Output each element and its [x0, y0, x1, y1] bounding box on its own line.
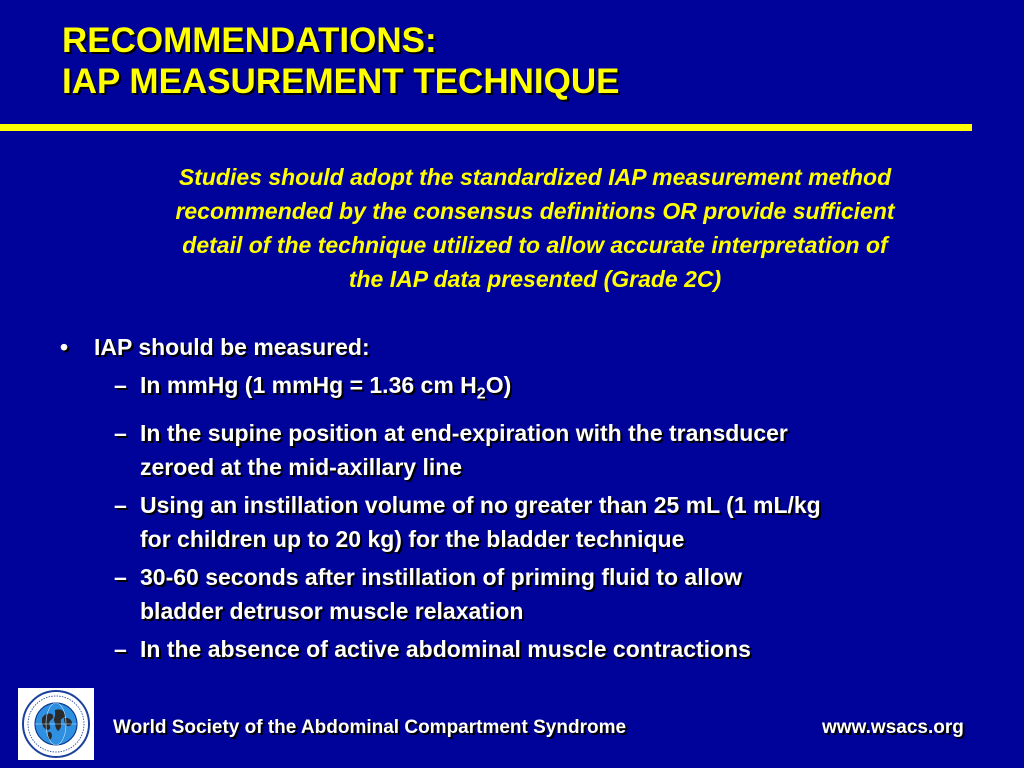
sub-item-line-1: Using an instillation volume of no greater than 25 mL (1 mL/kg: [140, 491, 821, 518]
footer-organization: World Society of the Abdominal Compartment Syndrome: [113, 717, 627, 738]
sub-item-contractions: [60, 632, 1000, 666]
bullet-list: [60, 330, 1000, 670]
recommendation-statement: [80, 160, 990, 296]
sub-item-volume: [60, 488, 1000, 556]
sub-marker: –: [114, 563, 127, 590]
sub-item-line-1: In the absence of active abdominal muscle contractions: [140, 635, 751, 662]
sub-item-units: [60, 368, 1000, 412]
sub-item-text: [140, 368, 1000, 412]
sub-item-line-1: 30-60 seconds after instillation of priming fluid to allow: [140, 563, 742, 590]
bullet-text: IAP should be measured:: [94, 334, 370, 360]
globe-seal-logo-icon: [18, 688, 94, 760]
footer-website-link[interactable]: www.wsacs.org: [822, 717, 964, 738]
sub-item-suffix: O): [485, 372, 512, 398]
recommendation-line-4: the IAP data presented (Grade 2C): [348, 266, 722, 292]
recommendation-line-2: recommended by the consensus definitions OR provide sufficient: [175, 198, 895, 224]
sub-item-line-2: zeroed at the mid-axillary line: [140, 453, 463, 480]
sub-item-position: [60, 416, 1000, 484]
subscript-two: 2: [476, 385, 486, 403]
title-line-1: RECOMMENDATIONS:: [62, 21, 437, 60]
bullet-marker: •: [60, 334, 69, 360]
wsacs-logo: [18, 688, 94, 760]
sub-item-line-2: for children up to 20 kg) for the bladder technique: [140, 525, 685, 552]
sub-item-prefix: In mmHg (1 mmHg = 1.36 cm H: [140, 372, 477, 398]
sub-item-line-2: bladder detrusor muscle relaxation: [140, 597, 524, 624]
title-underline-divider: [0, 124, 972, 131]
sub-item-timing: [60, 560, 1000, 628]
sub-item-line-1: In the supine position at end-expiration with the transducer: [140, 419, 788, 446]
sub-marker: –: [114, 419, 127, 446]
sub-marker: –: [114, 372, 127, 398]
recommendation-line-1: Studies should adopt the standardized IAP measurement method: [178, 164, 892, 190]
sub-marker: –: [114, 635, 127, 662]
slide-title: [62, 20, 619, 102]
sub-marker: –: [114, 491, 127, 518]
recommendation-line-3: detail of the technique utilized to allow accurate interpretation of: [182, 232, 888, 258]
bullet-item: [60, 330, 1000, 364]
title-line-2: IAP MEASUREMENT TECHNIQUE: [62, 62, 620, 101]
